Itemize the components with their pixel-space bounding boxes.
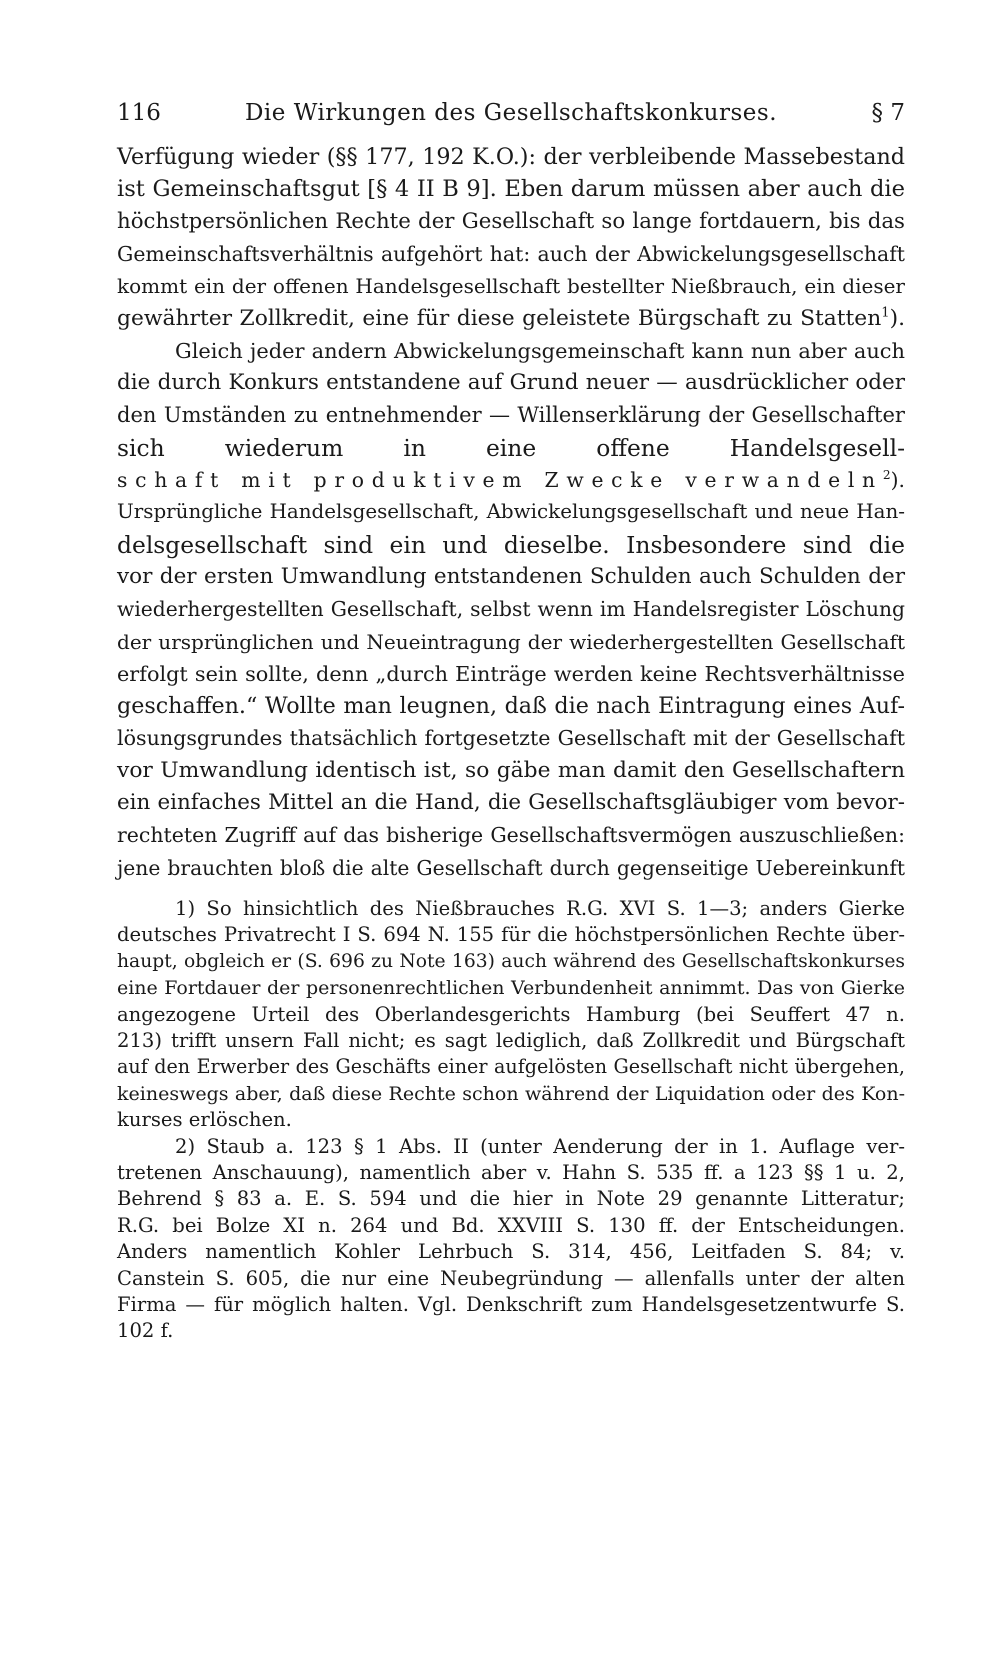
text-line: geschaffen.“ Wollte man leugnen, daß die nach Eintragung eines Auf- <box>117 693 905 720</box>
footnote-ref: 1 <box>881 305 890 321</box>
footnote-line: 2) Staub a. 123 § 1 Abs. II (unter Aenderung der in 1. Auflage ver- <box>175 1134 905 1158</box>
footnote-line: tretenen Anschauung), namentlich aber v. Hahn S. 535 ff. a 123 §§ 1 u. 2, <box>117 1161 905 1184</box>
text-line: ein einfaches Mittel an die Hand, die Gesellschaftsgläubiger vom bevor- <box>117 790 905 815</box>
text-line: den Umständen zu entnehmender — Willenserklärung der Gesellschafter <box>117 402 905 428</box>
text-line: rechteten Zugriff auf das bisherige Gesellschaftsvermögen auszuschließen: <box>117 823 905 848</box>
footnote-line: Firma — für möglich halten. Vgl. Denkschrift zum Handelsgesetzentwurfe S. <box>117 1293 905 1316</box>
footnote-line: Behrend § 83 a. E. S. 594 und die hier in Note 29 genannte Litteratur; <box>117 1187 905 1211</box>
text-line: ist Gemeinschaftsgut [§ 4 II B 9]. Eben darum müssen aber auch die <box>117 176 905 203</box>
text-line: gewährter Zollkredit, eine für diese geleistete Bürgschaft zu Statten$^1$). <box>117 305 905 331</box>
footnote-line: eine Fortdauer der personenrechtlichen Verbundenheit annimmt. Das von Gierke <box>117 977 905 1000</box>
text-line: lösungsgrundes thatsächlich fortgesetzte Gesellschaft mit der Gesellschaft <box>117 726 905 751</box>
text-line: Gemeinschaftsverhältnis aufgehört hat: auch der Abwickelungsgesellschaft <box>117 241 905 266</box>
footnote-line: Canstein S. 605, die nur eine Neubegründung — allenfalls unter der alten <box>117 1266 905 1290</box>
text-line: Ursprüngliche Handelsgesellschaft, Abwickelungsgesellschaft und neue Han- <box>117 500 905 524</box>
section-mark: § 7 <box>871 100 905 126</box>
footnote-line: keineswegs aber, daß diese Rechte schon während der Liquidation oder des Kon- <box>117 1082 905 1105</box>
footnote-line: deutsches Privatrecht I S. 694 N. 155 für die höchstpersönlichen Rechte über- <box>117 923 905 947</box>
text-line: vor der ersten Umwandlung entstandenen Schulden auch Schulden der <box>117 563 905 589</box>
footnote-line: 213) trifft unsern Fall nicht; es sagt lediglich, daß Zollkredit und Bürgschaft <box>117 1029 905 1052</box>
footnote-line: auf den Erwerber des Geschäfts einer aufgelösten Gesellschaft nicht übergehen, <box>117 1055 905 1079</box>
text-line: höchstpersönlichen Rechte der Gesellschaft so lange fortdauern, bis das <box>117 208 905 234</box>
footnote-line: Anders namentlich Kohler Lehrbuch S. 314, 456, Leitfaden S. 84; v. <box>117 1240 905 1264</box>
text-line: jene brauchten bloß die alte Gesellschaft durch gegenseitige Uebereinkunft <box>117 855 905 880</box>
page-number: 116 <box>117 100 161 126</box>
text-line: die durch Konkurs entstandene auf Grund neuer — ausdrücklicher oder <box>117 370 905 396</box>
text-line: vor Umwandlung identisch ist, so gäbe man damit den Gesellschaftern <box>117 757 905 783</box>
text-line: Verfügung wieder (§§ 177, 192 K.O.): der verbleibende Massebestand <box>117 144 905 170</box>
page-header <box>117 100 905 134</box>
footnote-ref: 2 <box>882 468 891 483</box>
footnote-line: haupt, obgleich er (S. 696 zu Note 163) auch während des Gesellschaftskonkurses <box>117 950 905 972</box>
footnote-line: 1) So hinsichtlich des Nießbrauches R.G. XVI S. 1—3; anders Gierke <box>175 897 905 920</box>
footnote-line: R.G. bei Bolze XI n. 264 und Bd. XXVIII S. 130 ff. der Entscheidungen. <box>117 1213 905 1237</box>
footnote-line: 102 f. <box>117 1319 174 1343</box>
text-line: sich wiederum in eine offene Handelsgesell- <box>117 433 905 462</box>
text-line: der ursprünglichen und Neueintragung der wiederhergestellten Gesellschaft <box>117 629 905 654</box>
text-line: schaft mit produktivem Zwecke verwandeln$^2$). <box>117 468 905 492</box>
text-line: wiederhergestellten Gesellschaft, selbst wenn im Handelsregister Löschung <box>117 597 905 622</box>
text-line: kommt ein der offenen Handelsgesellschaft bestellter Nießbrauch, ein dieser <box>117 274 905 299</box>
footnote-line: angezogene Urteil des Oberlandesgerichts Hamburg (bei Seuffert 47 n. <box>117 1002 905 1026</box>
text-line: erfolgt sein sollte, denn „durch Einträge werden keine Rechtsverhältnisse <box>117 661 905 686</box>
footnote-line: kurses erlöschen. <box>117 1108 292 1132</box>
text-line: Gleich jeder andern Abwickelungsgemeinschaft kann nun aber auch <box>175 338 905 363</box>
running-title: Die Wirkungen des Gesellschaftskonkurses. <box>244 100 778 126</box>
text-line: delsgesellschaft sind ein und dieselbe. Insbesondere sind die <box>117 530 905 559</box>
